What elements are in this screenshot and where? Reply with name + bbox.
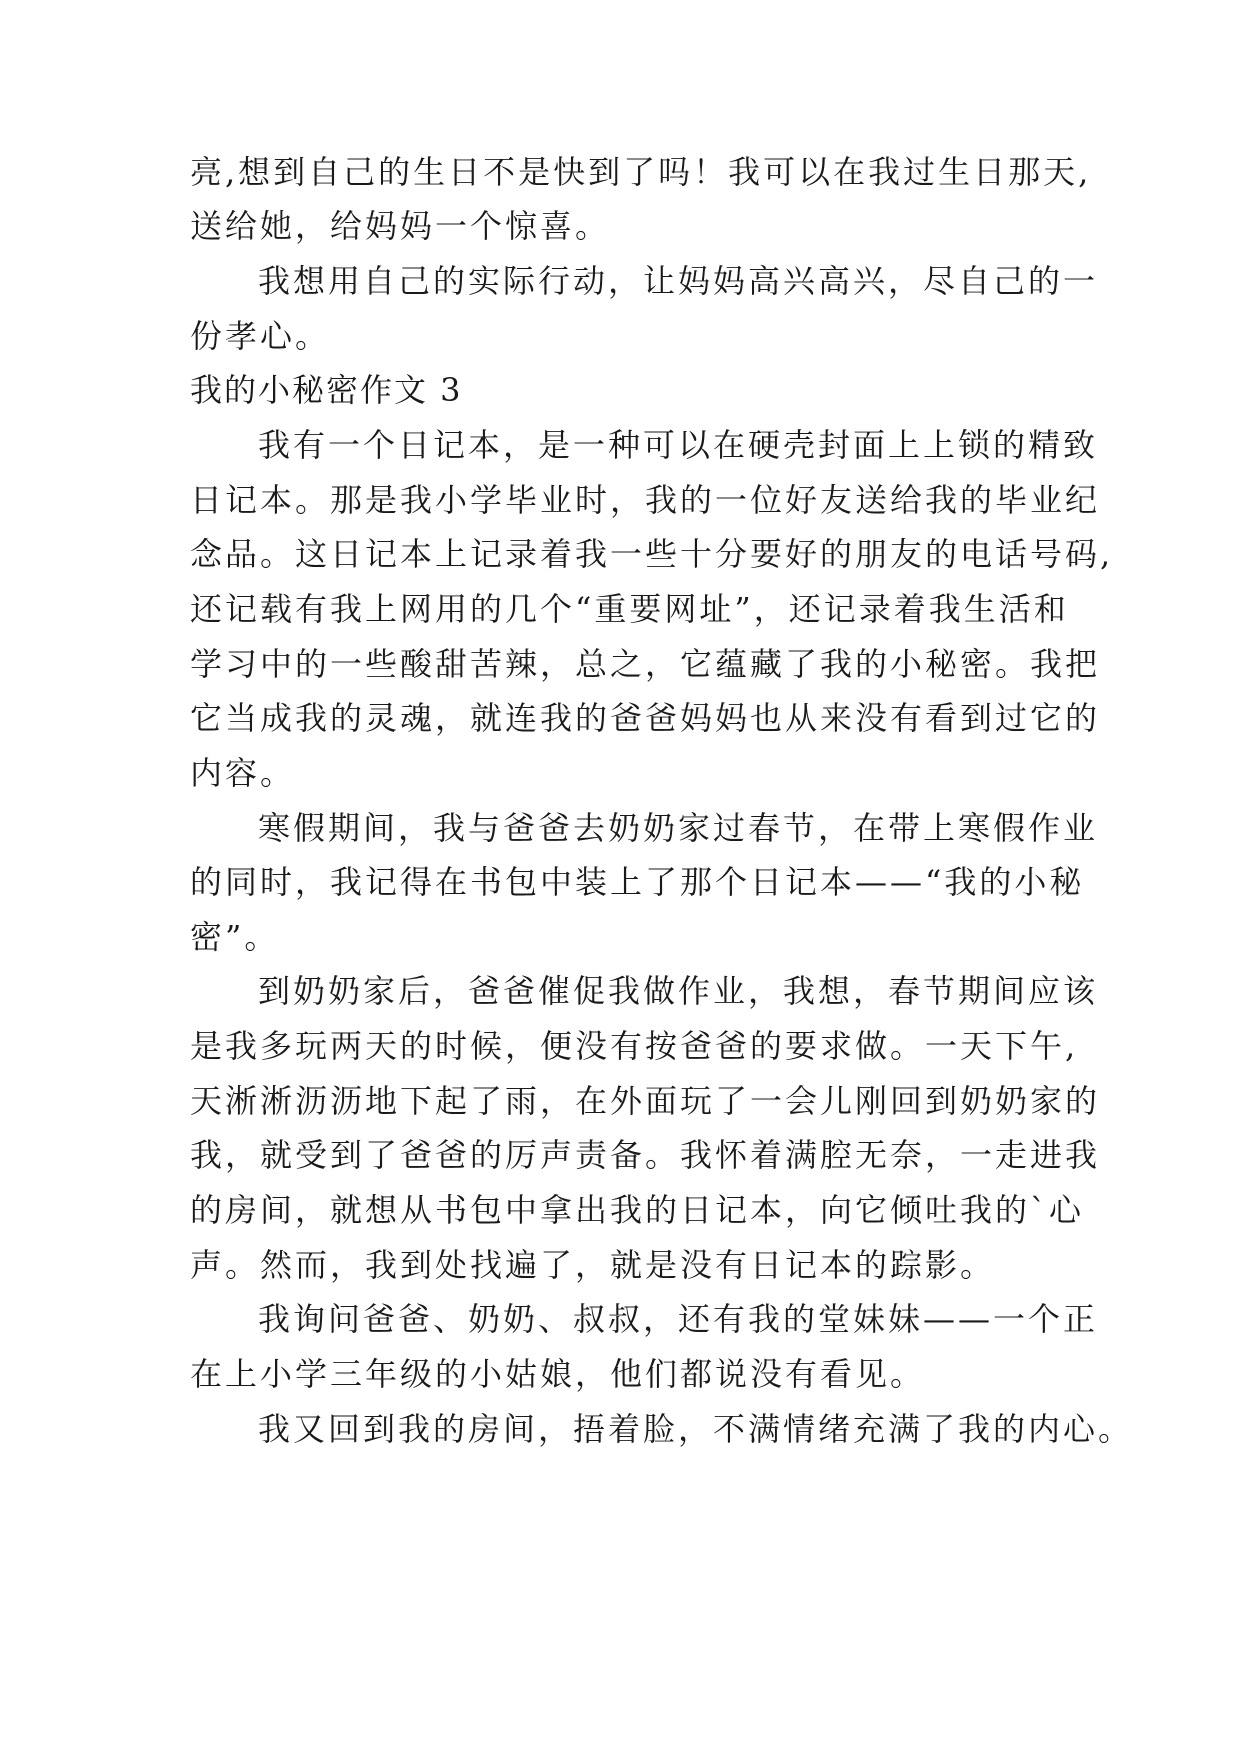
paragraph-first-line: 我询问爸爸、奶奶、叔叔，还有我的堂妹妹——一个正 (258, 1300, 1099, 1338)
text-line: 我，就受到了爸爸的厉声责备。我怀着满腔无奈，一走进我 (190, 1136, 1101, 1174)
paragraph-first-line: 我有一个日记本，是一种可以在硬壳封面上上锁的精致 (258, 426, 1099, 464)
text-line: 声。然而，我到处找遍了，就是没有日记本的踪影。 (190, 1246, 996, 1284)
text-line: 亮,想到自己的生日不是快到了吗！我可以在我过生日那天, (190, 153, 1092, 191)
section-heading: 我的小秘密作文 3 (190, 371, 463, 409)
text-line: 它当成我的灵魂，就连我的爸爸妈妈也从来没有看到过它的 (190, 699, 1101, 737)
text-line: 学习中的一些酸甜苦辣，总之，它蕴藏了我的小秘密。我把 (190, 645, 1101, 683)
paragraph-first-line: 我又回到我的房间，捂着脸，不满情绪充满了我的内心。 (258, 1410, 1134, 1448)
paragraph-first-line: 到奶奶家后，爸爸催促我做作业，我想，春节期间应该 (258, 972, 1099, 1010)
text-line: 念品。这日记本上记录着我一些十分要好的朋友的电话号码, (190, 535, 1114, 573)
text-line: 是我多玩两天的时候，便没有按爸爸的要求做。一天下午, (190, 1027, 1079, 1065)
text-line: 在上小学三年级的小姑娘，他们都说没有看见。 (190, 1355, 926, 1393)
text-line: 日记本。那是我小学毕业时，我的一位好友送给我的毕业纪 (190, 481, 1101, 519)
text-line: 内容。 (190, 754, 296, 792)
text-line: 密”。 (190, 918, 280, 956)
text-line: 的同时，我记得在书包中装上了那个日记本——“我的小秘 (190, 863, 1085, 901)
text-line: 的房间，就想从书包中拿出我的日记本，向它倾吐我的`心 (190, 1191, 1085, 1229)
paragraph-first-line: 寒假期间，我与爸爸去奶奶家过春节，在带上寒假作业 (258, 809, 1099, 847)
paragraph-first-line: 我想用自己的实际行动，让妈妈高兴高兴，尽自己的一 (258, 262, 1099, 300)
text-line: 还记载有我上网用的几个“重要网址”，还记录着我生活和 (190, 590, 1069, 628)
text-line: 份孝心。 (190, 317, 331, 355)
text-line: 送给她，给妈妈一个惊喜。 (190, 207, 611, 245)
text-line: 天淅淅沥沥地下起了雨，在外面玩了一会儿刚回到奶奶家的 (190, 1082, 1101, 1120)
